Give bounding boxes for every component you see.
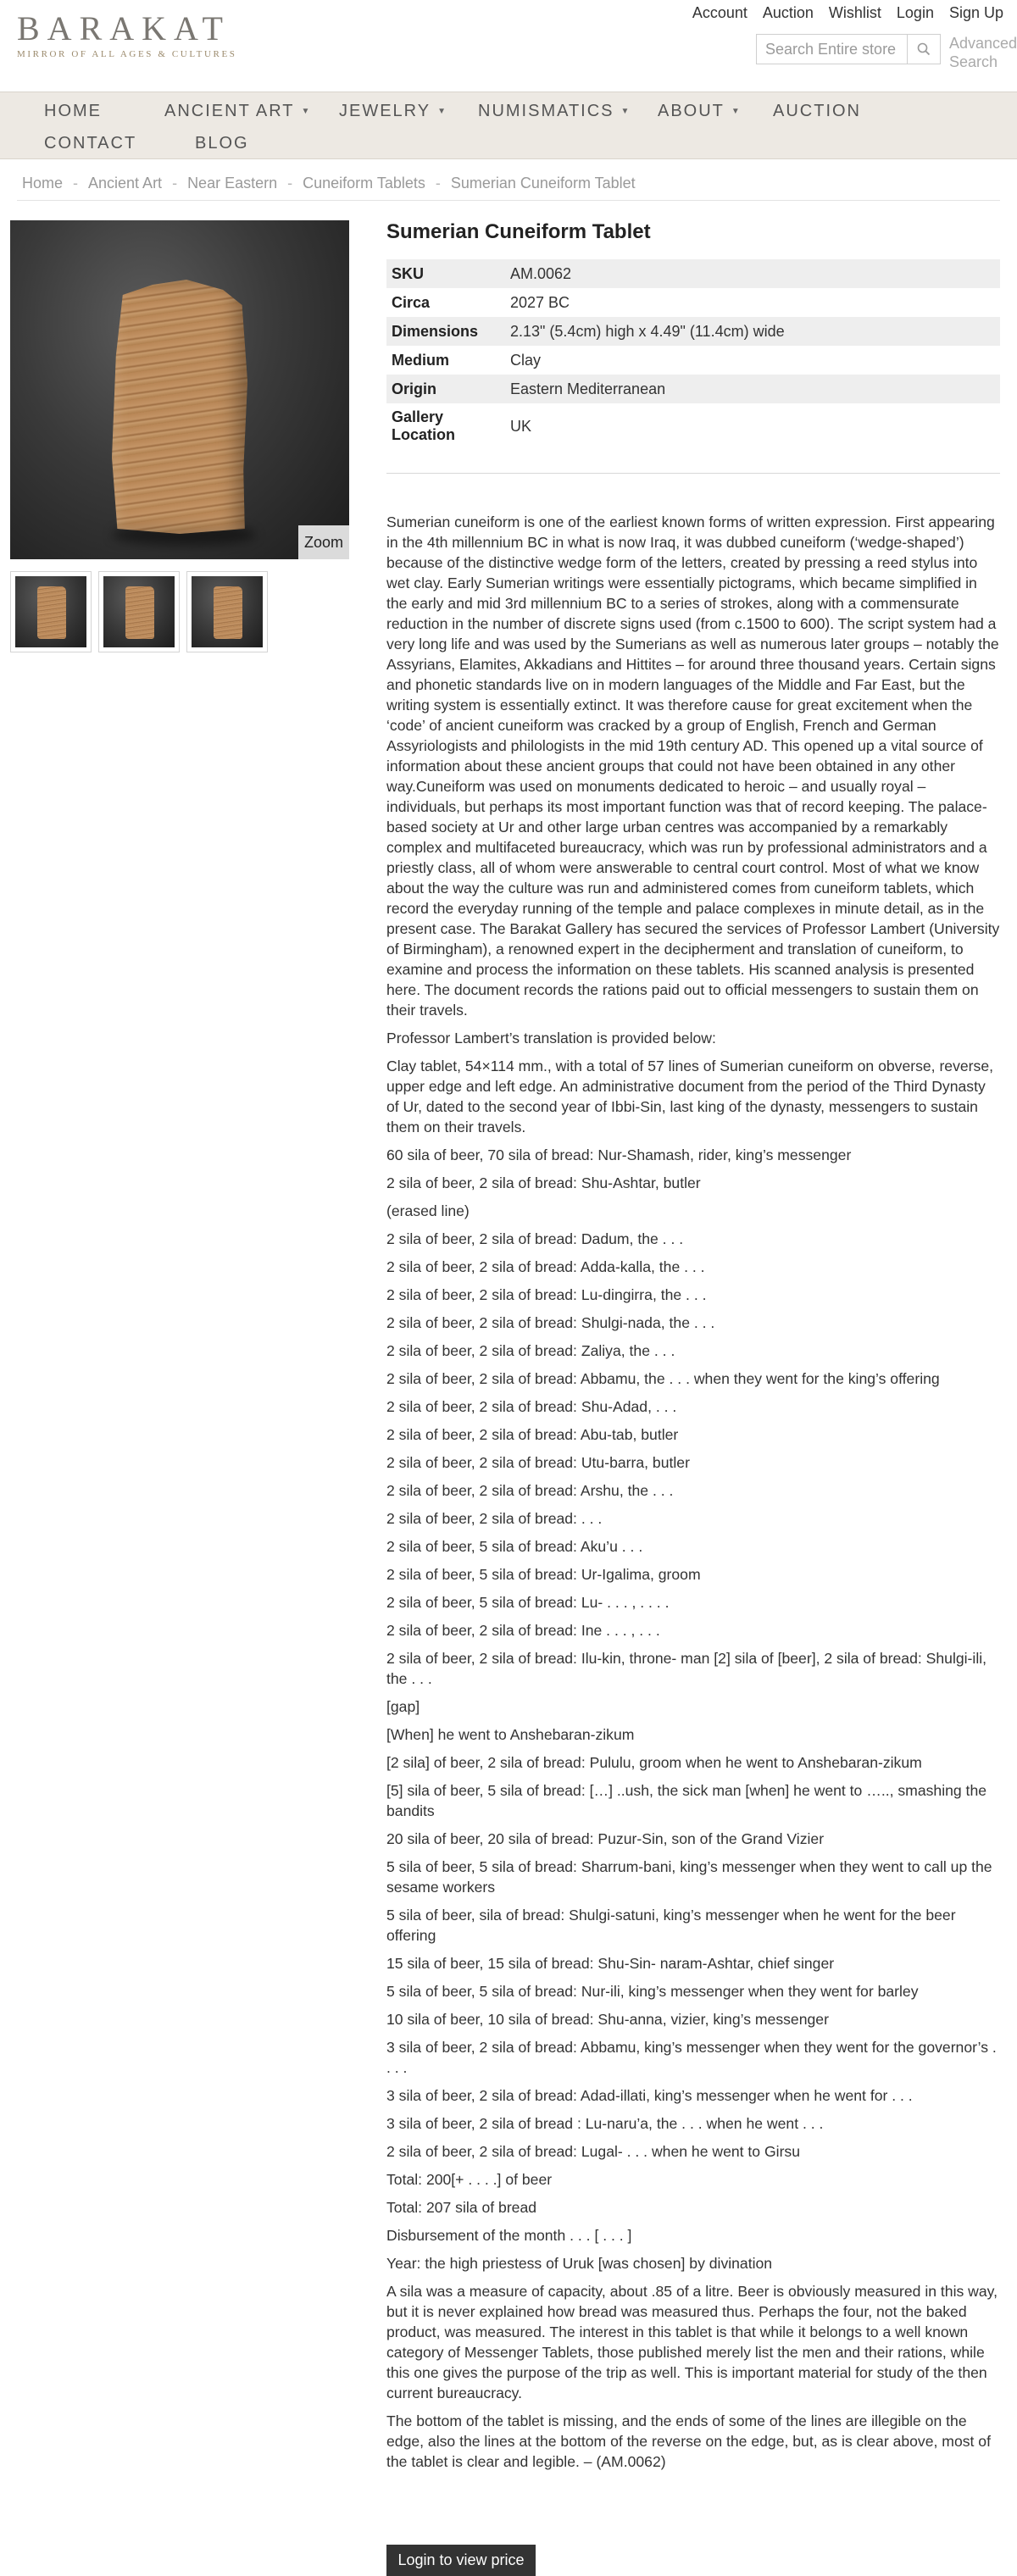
- description-paragraph: 2 sila of beer, 2 sila of bread: Abu-tab, butler: [386, 1426, 679, 1443]
- description-paragraph: [When] he went to Anshebaran-zikum: [386, 1726, 635, 1743]
- spec-key: Medium: [392, 351, 450, 369]
- description-paragraph: 15 sila of beer, 15 sila of bread: Shu-Sin- naram-Ashtar, chief singer: [386, 1955, 835, 1972]
- description-paragraph: 2 sila of beer, 5 sila of bread: Lu- . . . , . . . .: [386, 1594, 670, 1611]
- breadcrumb-separator: -: [172, 175, 178, 192]
- zoom-button[interactable]: Zoom: [298, 525, 349, 559]
- nav-item-home[interactable]: [44, 101, 102, 121]
- nav-item-about[interactable]: [658, 101, 742, 122]
- description-paragraph: 2 sila of beer, 2 sila of bread: Zaliya, the . . .: [386, 1342, 675, 1359]
- description-paragraph: 2 sila of beer, 2 sila of bread: Lu-dingirra, the . . .: [386, 1286, 707, 1303]
- thumbnail-image: [103, 576, 175, 647]
- brand-name: BARAKAT: [17, 9, 231, 47]
- login-link[interactable]: Login: [896, 4, 934, 21]
- product-description: [386, 512, 1002, 2479]
- description-paragraph: 2 sila of beer, 2 sila of bread: Adda-kalla, the . . .: [386, 1258, 705, 1275]
- description-paragraph: 2 sila of beer, 2 sila of bread: Arshu, the . . .: [386, 1482, 674, 1499]
- search-button[interactable]: [907, 34, 941, 64]
- spec-value: AM.0062: [510, 264, 572, 282]
- description-paragraph: (erased line): [386, 1202, 470, 1219]
- description-paragraph: 5 sila of beer, 5 sila of bread: Sharrum-bani, king’s messenger when they went to call up the sesame workers: [386, 1858, 992, 1896]
- nav-label: JEWELRY: [339, 102, 431, 120]
- product-title: Sumerian Cuneiform Tablet: [386, 220, 651, 243]
- thumbnail[interactable]: [10, 571, 92, 652]
- description-paragraph: 2 sila of beer, 2 sila of bread: Shulgi-nada, the . . .: [386, 1314, 715, 1331]
- auction-link[interactable]: Auction: [762, 4, 814, 21]
- product-specs-table: [386, 259, 1000, 449]
- description-paragraph: 3 sila of beer, 2 sila of bread : Lu-naru’a, the . . . when he went . . .: [386, 2115, 824, 2132]
- nav-item-numismatics[interactable]: [478, 101, 631, 122]
- nav-item-jewelry[interactable]: [339, 101, 447, 122]
- nav-item-contact[interactable]: [44, 133, 136, 153]
- spec-key: Dimensions: [392, 322, 479, 340]
- nav-label: AUCTION: [773, 102, 861, 120]
- signup-link[interactable]: Sign Up: [948, 4, 1003, 21]
- caret-down-icon: ▼: [731, 106, 742, 116]
- description-paragraph: [gap]: [386, 1698, 420, 1715]
- breadcrumb-separator: -: [73, 175, 79, 192]
- spec-value: Clay: [510, 351, 542, 369]
- search-icon: [917, 42, 931, 56]
- description-paragraph: The bottom of the tablet is missing, and the ends of some of the lines are illegible on the edge, also the lines at the bottom of the reverse on the edge, but, as is clear above, most of the tablet is clear and legible. – (AM.0062): [386, 2412, 991, 2470]
- spec-row-gallery-location: [386, 403, 1000, 449]
- nav-label: CONTACT: [44, 134, 137, 153]
- thumbnail-image: [192, 576, 263, 647]
- breadcrumb-ancient-art[interactable]: Ancient Art: [88, 175, 163, 192]
- nav-item-auction[interactable]: [773, 101, 861, 121]
- product-main-image[interactable]: [10, 220, 349, 559]
- spec-value: 2.13" (5.4cm) high x 4.49" (11.4cm) wide: [510, 322, 785, 340]
- login-to-view-price-button[interactable]: Login to view price: [386, 2545, 536, 2576]
- site-header: [0, 0, 1017, 92]
- breadcrumb-near-eastern[interactable]: Near Eastern: [187, 175, 278, 192]
- description-paragraph: 2 sila of beer, 2 sila of bread: . . .: [386, 1510, 603, 1527]
- description-paragraph: Disbursement of the month . . . [ . . . ]: [386, 2227, 632, 2244]
- spec-row-origin: [386, 375, 1000, 403]
- spec-row-circa: [386, 288, 1000, 317]
- spec-key: SKU: [392, 264, 425, 282]
- search-bar: [756, 34, 1017, 71]
- description-paragraph: 2 sila of beer, 2 sila of bread: Shu-Adad, . . .: [386, 1398, 677, 1415]
- nav-item-ancient-art[interactable]: [164, 101, 311, 122]
- description-paragraph: 2 sila of beer, 5 sila of bread: Aku’u . . .: [386, 1538, 643, 1555]
- specs-divider: [386, 473, 1000, 474]
- breadcrumb: [22, 173, 636, 193]
- nav-label: ABOUT: [658, 102, 725, 120]
- spec-key: Origin: [392, 380, 436, 397]
- description-paragraph: 60 sila of beer, 70 sila of bread: Nur-Shamash, rider, king’s messenger: [386, 1146, 852, 1163]
- description-paragraph: 3 sila of beer, 2 sila of bread: Adad-illati, king’s messenger when he went for . . .: [386, 2087, 913, 2104]
- caret-down-icon: ▼: [437, 106, 448, 116]
- description-paragraph: 2 sila of beer, 2 sila of bread: Ine . . . , . . .: [386, 1622, 660, 1639]
- description-paragraph: 10 sila of beer, 10 sila of bread: Shu-anna, vizier, king’s messenger: [386, 2011, 829, 2028]
- spec-value: Eastern Mediterranean: [510, 380, 666, 397]
- nav-label: ANCIENT ART: [164, 102, 295, 120]
- description-paragraph: 2 sila of beer, 2 sila of bread: Abbamu, the . . . when they went for the king’s offering: [386, 1370, 940, 1387]
- description-paragraph: Professor Lambert’s translation is provided below:: [386, 1030, 716, 1046]
- description-paragraph: Clay tablet, 54×114 mm., with a total of 57 lines of Sumerian cuneiform on obverse, reverse, upper edge and left edge. An administrative document from the period of the Third Dynasty of Ur, dated to the second year of Ibbi-Sin, last king of the dynasty, messengers to sustain them on their travels.: [386, 1058, 993, 1135]
- description-paragraph: 2 sila of beer, 5 sila of bread: Ur-Igalima, groom: [386, 1566, 701, 1583]
- description-paragraph: [2 sila] of beer, 2 sila of bread: Pululu, groom when he went to Anshebaran-zikum: [386, 1754, 922, 1771]
- nav-label: NUMISMATICS: [478, 102, 614, 120]
- account-links: [677, 3, 1003, 22]
- spec-key: Gallery Location: [392, 408, 455, 443]
- description-paragraph: 2 sila of beer, 2 sila of bread: Lugal- . . . when he went to Girsu: [386, 2143, 801, 2160]
- spec-value: UK: [510, 417, 532, 435]
- description-paragraph: 2 sila of beer, 2 sila of bread: Ilu-kin, throne- man [2] sila of [beer], 2 sila of bread: Shulgi-ili, the . . .: [386, 1650, 987, 1687]
- spec-row-dimensions: [386, 317, 1000, 346]
- thumbnail-tablet: [214, 586, 242, 639]
- description-paragraph: 2 sila of beer, 2 sila of bread: Dadum, the . . .: [386, 1230, 684, 1247]
- caret-down-icon: ▼: [620, 106, 631, 116]
- thumbnail-strip: [10, 571, 268, 652]
- breadcrumb-separator: -: [287, 175, 293, 192]
- spec-row-medium: [386, 346, 1000, 375]
- thumbnail[interactable]: [186, 571, 268, 652]
- thumbnail-image: [15, 576, 86, 647]
- spec-value: 2027 BC: [510, 293, 570, 311]
- caret-down-icon: ▼: [301, 106, 312, 116]
- cuneiform-tablet-photo: [112, 280, 247, 534]
- search-input[interactable]: [756, 34, 907, 64]
- breadcrumb-home[interactable]: Home: [22, 175, 64, 192]
- brand-logo[interactable]: [17, 10, 236, 59]
- breadcrumb-current: Sumerian Cuneiform Tablet: [450, 175, 636, 192]
- main-nav: [0, 92, 1017, 159]
- breadcrumb-separator: -: [435, 175, 441, 192]
- spec-row-sku: [386, 259, 1000, 288]
- description-paragraph: 20 sila of beer, 20 sila of bread: Puzur-Sin, son of the Grand Vizier: [386, 1830, 825, 1847]
- brand-tagline: MIRROR OF ALL AGES & CULTURES: [17, 49, 237, 59]
- thumbnail-tablet: [37, 586, 66, 639]
- description-paragraph: 5 sila of beer, 5 sila of bread: Nur-ili, king’s messenger when they went for barley: [386, 1983, 919, 2000]
- description-paragraph: 2 sila of beer, 2 sila of bread: Shu-Ashtar, butler: [386, 1174, 701, 1191]
- description-paragraph: Total: 200[+ . . . .] of beer: [386, 2171, 553, 2188]
- wishlist-link[interactable]: Wishlist: [828, 4, 881, 21]
- breadcrumb-cuneiform-tablets[interactable]: Cuneiform Tablets: [303, 175, 425, 192]
- account-link[interactable]: Account: [692, 4, 747, 21]
- breadcrumb-divider: [17, 200, 1000, 201]
- description-paragraph: Year: the high priestess of Uruk [was chosen] by divination: [386, 2255, 773, 2272]
- nav-label: BLOG: [195, 134, 249, 153]
- description-paragraph: Sumerian cuneiform is one of the earliest known forms of written expression. First appearing in the 4th millennium BC in what is now Iraq, it was dubbed cuneiform (‘wedge-shaped’) because of the distinctive wedge form of the letters, created by pressing a reed stylus into wet clay. Early Sumerian writings were essentially pictograms, which became simplified in the early and mid 3rd millennium BC to a series of strokes, along with a commensurate reduction in the number of discrete signs used (from c.1500 to 600). The script system had a very long life and was used by the Sumerians as well as numerous later groups – notably the Assyrians, Elamites, Akkadians and Hittites – for around three thousand years. Certain signs and phonetic standards live on in modern languages of the Middle and Far East, but the writing system is essentially extinct. It was therefore cause for great excitement when the ‘code’ of ancient cuneiform was cracked by a group of English, French and German Assyriologists and philologists in the mid 19th century AD. This opened up a vital source of information about these ancient groups that could not have been obtained in any other way.Cuneiform was used on monuments dedicated to heroic – and usually royal – individuals, but perhaps its most important function was that of record keeping. The palace-based society at Ur and other large urban centres was accompanied by a remarkably complex and multifaceted bureaucracy, which was run by professional administrators and a priestly class, all of whom were answerable to central court control. Most of what we know about the way the culture was run and administered comes from cuneiform tablets, which record the everyday running of the temple and palace complexes in minute detail, as in the present case. The Barakat Gallery has secured the services of Professor Lambert (University of Birmingham), a renowned expert in the decipherment and translation of cuneiform, to examine and process the information on these tablets. His scanned analysis is presented here. The document records the rations paid out to official messengers to sustain them on their travels.: [386, 514, 1000, 1019]
- thumbnail[interactable]: [98, 571, 180, 652]
- thumbnail-tablet: [125, 586, 154, 639]
- description-paragraph: [5] sila of beer, 5 sila of bread: […] ..ush, the sick man [when] he went to ….., smashing the bandits: [386, 1782, 987, 1819]
- description-paragraph: 2 sila of beer, 2 sila of bread: Utu-barra, butler: [386, 1454, 690, 1471]
- advanced-search-link[interactable]: Advanced Search: [949, 35, 1017, 70]
- spec-key: Circa: [392, 293, 431, 311]
- description-paragraph: A sila was a measure of capacity, about .85 of a litre. Beer is obviously measured in this way, but it is never explained how bread was measured thus. Perhaps the four, not the baked product, was measured. The interest in this tablet is that while it belongs to a well known category of Messenger Tablets, those published merely list the men and their rations, while this one gives the purpose of the trip as well. This is important material for study of the then current bureaucracy.: [386, 2283, 998, 2401]
- description-paragraph: Total: 207 sila of bread: [386, 2199, 537, 2216]
- description-paragraph: 3 sila of beer, 2 sila of bread: Abbamu, king’s messenger when they went for the governor’s . . . .: [386, 2039, 997, 2076]
- description-paragraph: 5 sila of beer, sila of bread: Shulgi-satuni, king’s messenger when he went for the beer offering: [386, 1907, 956, 1944]
- nav-item-blog[interactable]: [195, 133, 249, 153]
- nav-label: HOME: [44, 102, 102, 120]
